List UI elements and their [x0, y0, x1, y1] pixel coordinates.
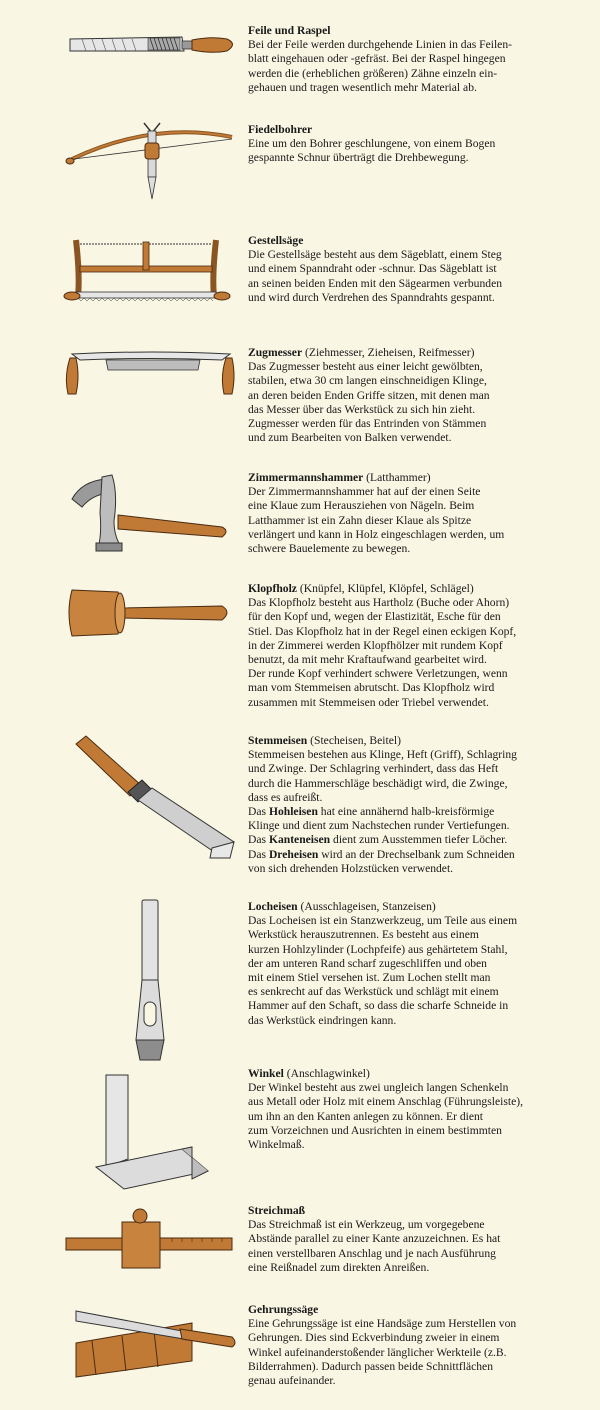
- text-line: Das Streichmaß ist ein Werkzeug, um vorgegebene: [248, 1218, 485, 1232]
- entry-title: Gestellsäge: [248, 234, 304, 247]
- text-line: einen verstellbaren Anschlag und je nach Ausführung: [248, 1246, 496, 1260]
- text-line: genau aufeinander.: [248, 1374, 336, 1388]
- text-line: Das Kanteneisen dient zum Ausstemmen tiefer Löcher.: [248, 833, 508, 847]
- text-line: Latthammer ist ein Zahn dieser Klaue als Spitze: [248, 513, 472, 527]
- entry-text: [248, 123, 534, 166]
- text-line: Hammer auf den Schaft, so dass die scharfe Schneide in: [248, 999, 509, 1013]
- entry-title: Klopfholz: [248, 582, 297, 595]
- text-line: verlängert und kann in Holz eingeschlagen werden, um: [248, 527, 505, 541]
- text-line: mit einem Stiel versehen ist. Zum Lochen stellt man: [248, 971, 491, 985]
- term-kanteneisen: Kanteneisen: [268, 833, 331, 847]
- text-line: Stiel. Das Klopfholz hat in der Regel einen eckigen Kopf,: [248, 624, 517, 638]
- text-line: in der Zimmerei werden Klopfhölzer mit rundem Kopf: [248, 638, 503, 652]
- text-line: und einem Spanndraht oder -schnur. Das Sägeblatt ist: [248, 262, 497, 276]
- entry-alt-names: (Stecheisen, Beitel): [307, 734, 401, 747]
- text-line: blatt eingehauen oder -gefräst. Bei der Raspel hingegen: [248, 52, 506, 66]
- chisel-icon: [62, 734, 240, 860]
- text-line: Zugmesser werden für das Entrinden von Stämmen: [248, 417, 487, 431]
- entry-title: Feile und Raspel: [248, 24, 331, 37]
- entry-title: Stemmeisen: [248, 734, 308, 747]
- text-line: Der Zimmermannshammer hat auf der einen Seite: [248, 485, 481, 499]
- text-line: für den Kopf und, wegen der Elastizität, Esche für den: [248, 610, 501, 624]
- text-line: es senkrecht auf das Werkstück und schlägt mit einem: [248, 985, 499, 999]
- entry-title: Winkel: [248, 1067, 284, 1080]
- text-line: Der runde Kopf verhindert schwere Verletzungen, wenn: [248, 667, 508, 681]
- text-line: Das Hohleisen hat eine annähernd halb-kreisförmige: [248, 805, 495, 819]
- file-rasp-icon: [62, 30, 240, 60]
- text-line: Der Winkel besteht aus zwei ungleich langen Schenkeln: [248, 1081, 509, 1095]
- entry-alt-names: (Knüpfel, Klüpfel, Klöpfel, Schlägel): [296, 582, 474, 595]
- term-dreheisen: Dreheisen: [268, 847, 319, 861]
- text-line: und zum Bearbeiten von Balken verwendet.: [248, 431, 452, 445]
- text-line: Gehrungen. Dies sind Eckverbindung zweier in einem: [248, 1331, 500, 1345]
- text-line: zusammen mit Stemmeisen oder Triebel verwendet.: [248, 695, 489, 709]
- text-line: durch die Hammerschläge beschädigt wird, die Zwinge,: [248, 776, 508, 790]
- text-line: kurzen Hohlzylinder (Lochpfeife) aus gehärtetem Stahl,: [248, 942, 508, 956]
- text-line: Winkelmaß.: [248, 1138, 305, 1152]
- text-line: benutzt, da mit mehr Kraftaufwand gearbeitet wird.: [248, 653, 487, 667]
- text-line: Stemmeisen bestehen aus Klinge, Heft (Griff), Schlagring: [248, 748, 517, 762]
- text-line: stabilen, etwa 30 cm langen einschneidigen Klinge,: [248, 374, 487, 388]
- text-line: Eine um den Bohrer geschlungene, von einem Bogen: [248, 137, 496, 151]
- text-line: Die Gestellsäge besteht aus dem Sägeblatt, einem Steg: [248, 248, 502, 262]
- text-line: das Werkstück eindringen kann.: [248, 1013, 397, 1027]
- entry-text: [248, 1067, 534, 1152]
- entry-text: [248, 734, 534, 876]
- text-line: der am unteren Rand scharf zugeschliffen und oben: [248, 956, 487, 970]
- text-line: gehauen und tragen wesentlich mehr Material ab.: [248, 80, 477, 94]
- entry-text: [248, 1303, 534, 1388]
- text-line: Abstände parallel zu einer Kante anzuzeichnen. Es hat: [248, 1232, 501, 1246]
- text-line: schwere Bauelemente zu bewegen.: [248, 542, 411, 556]
- text-line: eine Klaue zum Herausziehen von Nägeln. Beim: [248, 499, 475, 513]
- punch-icon: [62, 896, 240, 1066]
- hammer-icon: [62, 473, 240, 557]
- text-line: von sich drehenden Holzstücken verwendet.: [248, 861, 454, 875]
- text-line: aus Metall oder Holz mit einem Anschlag (Führungsleiste),: [248, 1095, 523, 1109]
- text-line: an seinen beiden Enden mit den Sägearmen verbunden: [248, 276, 503, 290]
- entry-text: [248, 582, 534, 710]
- entry-text: [248, 346, 534, 445]
- entry-title: Fiedelbohrer: [248, 123, 313, 136]
- text-line: Das Zugmesser besteht aus einer leicht gewölbten,: [248, 360, 483, 374]
- text-line: Bilderrahmen). Dadurch passen beide Schnittflächen: [248, 1359, 493, 1373]
- text-line: und wird durch Verdrehen des Spanndrahts gespannt.: [248, 290, 495, 304]
- text-line: Das Dreheisen wird an der Drechselbank zum Schneiden: [248, 847, 515, 861]
- mallet-icon: [62, 586, 240, 642]
- miter-saw-icon: [62, 1303, 240, 1379]
- entry-text: [248, 234, 534, 305]
- text-line: Das Klopfholz besteht aus Hartholz (Buche oder Ahorn): [248, 596, 510, 610]
- entry-alt-names: (Ziehmesser, Zieheisen, Reifmesser): [302, 346, 475, 359]
- text-line: Werkstück herauszutrennen. Es besteht aus einem: [248, 928, 479, 942]
- text-line: um ihn an den Kanten anlegen zu können. Er dient: [248, 1109, 484, 1123]
- text-line: und Zwinge. Der Schlagring verhindert, dass das Heft: [248, 762, 499, 776]
- text-line: man vom Stemmeisen abrutscht. Das Klopfholz wird: [248, 681, 495, 695]
- text-line: Bei der Feile werden durchgehende Linien in das Feilen-: [248, 38, 512, 52]
- entry-text: [248, 1204, 534, 1275]
- text-line: Eine Gehrungssäge ist eine Handsäge zum Herstellen von: [248, 1317, 517, 1331]
- entry-title: Streichmaß: [248, 1204, 306, 1217]
- entry-title: Locheisen: [248, 900, 298, 913]
- text-line: zum Vorzeichnen und Ausrichten in einem bestimmten: [248, 1123, 502, 1137]
- entry-title: Gehrungssäge: [248, 1303, 319, 1316]
- text-line: gespannte Schnur überträgt die Drehbewegung.: [248, 151, 469, 165]
- frame-saw-icon: [62, 236, 240, 308]
- drawknife-icon: [62, 348, 240, 400]
- text-line: dass es aufreißt.: [248, 790, 323, 804]
- entry-alt-names: (Ausschlageisen, Stanzeisen): [297, 900, 436, 913]
- term-hohleisen: Hohleisen: [268, 805, 318, 819]
- entry-text: [248, 24, 534, 95]
- square-icon: [62, 1071, 240, 1193]
- entry-text: [248, 471, 534, 556]
- text-line: werden die (erheblichen größeren) Zähne einzeln ein-: [248, 66, 498, 80]
- entry-alt-names: (Anschlagwinkel): [283, 1067, 370, 1080]
- text-line: Klinge und dient zum Nachstechen runder Vertiefungen.: [248, 819, 510, 833]
- text-line: das Messer über das Werkstück zu sich hin zieht.: [248, 402, 476, 416]
- entry-alt-names: (Latthammer): [363, 471, 431, 484]
- text-line: Das Locheisen ist ein Stanzwerkzeug, um Teile aus einem: [248, 914, 518, 928]
- text-line: eine Reißnadel zum direkten Anreißen.: [248, 1260, 430, 1274]
- entry-title: Zimmermannshammer: [248, 471, 364, 484]
- text-line: Winkel aufeinanderstoßender länglicher Werkteile (z.B.: [248, 1345, 507, 1359]
- marking-gauge-icon: [62, 1208, 240, 1278]
- entry-title: Zugmesser: [248, 346, 303, 359]
- bow-drill-icon: [62, 119, 240, 209]
- text-line: an deren beiden Enden Griffe sitzen, mit denen man: [248, 388, 490, 402]
- entry-text: [248, 900, 534, 1028]
